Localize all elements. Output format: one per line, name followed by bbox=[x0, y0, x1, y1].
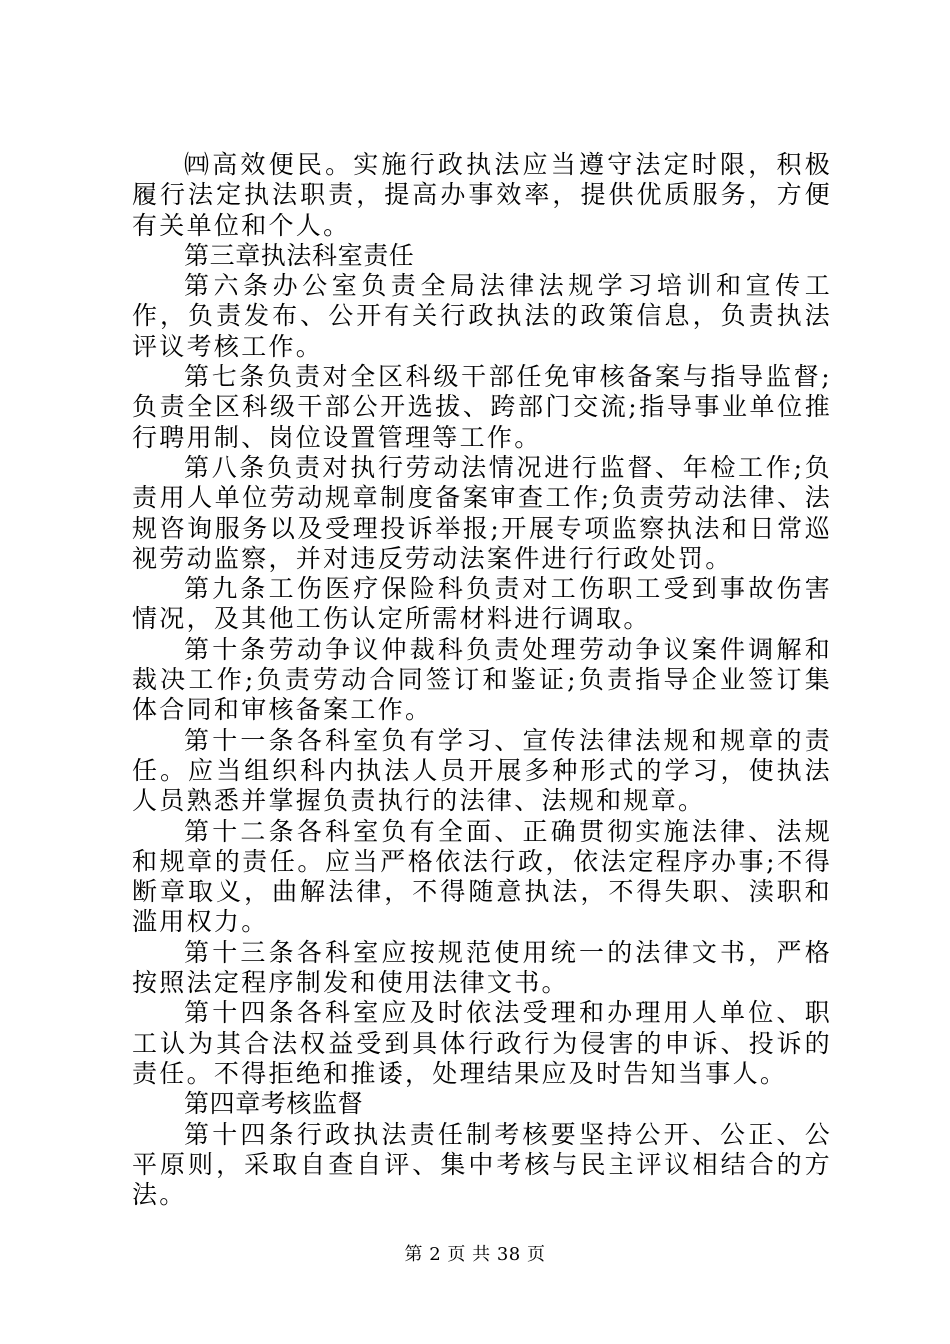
page-footer bbox=[0, 1240, 950, 1266]
article-13-paragraph: 第十三条各科室应按规范使用统一的法律文书，严格按照法定程序制发和使用法律文书。 bbox=[132, 937, 832, 998]
article-10-paragraph: 第十条劳动争议仲裁科负责处理劳动争议案件调解和裁决工作;负责劳动合同签订和鉴证;负责指导企业签订集体合同和审核备案工作。 bbox=[132, 634, 832, 725]
article-8-paragraph: 第八条负责对执行劳动法情况进行监督、年检工作;负责用人单位劳动规章制度备案审查工作;负责劳动法律、法规咨询服务以及受理投诉举报;开展专项监察执法和日常巡视劳动监察，并对违反劳动法案件进行行政处罚。 bbox=[132, 452, 832, 573]
article-11-paragraph: 第十一条各科室负有学习、宣传法律法规和规章的责任。应当组织科内执法人员开展多种形式的学习，使执法人员熟悉并掌握负责执行的法律、法规和规章。 bbox=[132, 725, 832, 816]
article-6-paragraph: 第六条办公室负责全局法律法规学习培训和宣传工作，负责发布、公开有关行政执法的政策信息，负责执法评议考核工作。 bbox=[132, 271, 832, 361]
article-9-paragraph: 第九条工伤医疗保险科负责对工伤职工受到事故伤害情况，及其他工伤认定所需材料进行调取。 bbox=[132, 574, 832, 634]
article-7-paragraph: 第七条负责对全区科级干部任免审核备案与指导监督;负责全区科级干部公开选拔、跨部门交流;指导事业单位推行聘用制、岗位设置管理等工作。 bbox=[132, 362, 832, 452]
chapter-heading-3: 第三章执法科室责任 bbox=[184, 240, 415, 270]
article-14-paragraph: 第十四条各科室应及时依法受理和办理用人单位、职工认为其合法权益受到具体行政行为侵害的申诉、投诉的责任。不得拒绝和推诿，处理结果应及时告知当事人。 bbox=[132, 998, 832, 1088]
page-number-label: 第 2 页 共 38 页 bbox=[404, 1244, 546, 1265]
article-14-assessment-paragraph: 第十四条行政执法责任制考核要坚持公开、公正、公平原则，采取自查自评、集中考核与民主评议相结合的方法。 bbox=[132, 1119, 832, 1210]
article-12-paragraph: 第十二条各科室负有全面、正确贯彻实施法律、法规和规章的责任。应当严格依法行政，依法定程序办事;不得断章取义，曲解法律，不得随意执法，不得失职、渎职和滥用权力。 bbox=[132, 816, 832, 937]
document-body bbox=[132, 150, 832, 1210]
chapter-heading-4: 第四章考核监督 bbox=[184, 1089, 364, 1119]
paragraph-principle-efficiency: ㈣高效便民。实施行政执法应当遵守法定时限，积极履行法定执法职责，提高办事效率，提供优质服务，方便有关单位和个人。 bbox=[132, 150, 832, 240]
